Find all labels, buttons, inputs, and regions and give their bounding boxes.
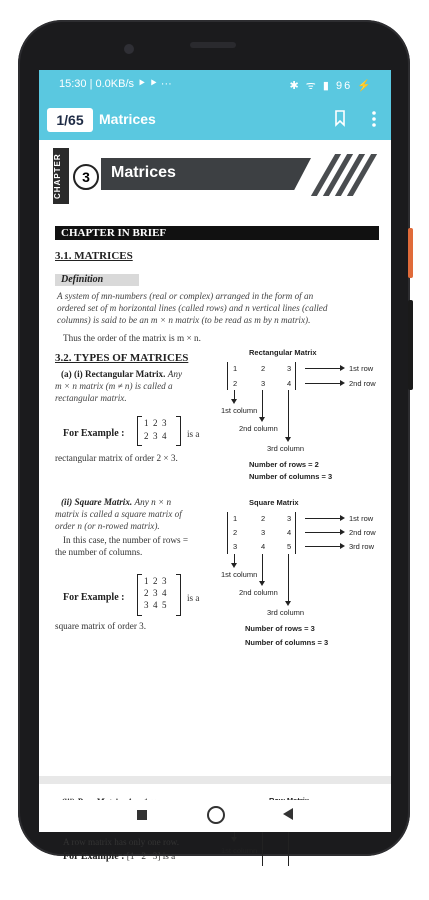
cell: 4 (287, 528, 292, 537)
column-arrow (288, 390, 289, 440)
cell: 4 (261, 542, 266, 551)
bookmark-icon[interactable] (335, 110, 345, 126)
cell: 3 (261, 528, 266, 537)
column-label: 2nd column (239, 588, 278, 597)
column-label: 3rd column (267, 444, 305, 453)
rect-line: rectangular matrix. (55, 393, 127, 403)
square-diagram-title: Square Matrix (249, 498, 299, 507)
rect-heading-label: (a) (i) Rectangular Matrix. (61, 369, 166, 379)
matrix-row: 2 3 4 (144, 588, 167, 598)
column-arrow (262, 390, 263, 420)
status-bar (39, 70, 391, 100)
row-arrow (305, 383, 343, 384)
front-camera (124, 44, 134, 54)
rows-count: Number of rows = 2 (249, 460, 319, 469)
volume-button (408, 300, 413, 390)
definition-line: columns) is said to be an m × n matrix (to be read as m by n matrix). (57, 315, 311, 325)
square-after: square matrix of order 3. (55, 621, 147, 631)
diagram-bracket (227, 362, 228, 390)
row-arrow (305, 532, 343, 533)
status-time: 15:30 | 0.0KB/s ⯈ ⯈ ··· (59, 78, 172, 90)
column-arrow (288, 554, 289, 604)
row-example-tail: [1 2 3] is a (126, 851, 176, 861)
cell: 1 (233, 514, 238, 523)
row-label: 1st row (349, 364, 374, 373)
chapter-banner (53, 148, 381, 204)
column-label: 1st column (221, 846, 258, 855)
square-line: order n (or n-rowed matrix). (55, 521, 160, 531)
column-arrow (234, 554, 235, 566)
page-indicator[interactable]: 1/65 (47, 108, 93, 132)
app-bar (39, 100, 391, 140)
rect-line: m × n matrix (m ≠ n) is called a (55, 381, 173, 391)
square-p2-line: the number of columns. (55, 547, 143, 557)
square-example-matrix (137, 574, 181, 616)
rect-example-label: For Example : (63, 428, 125, 439)
more-options-icon[interactable] (369, 109, 379, 129)
power-button (408, 228, 413, 278)
column-label: 1st column (221, 570, 258, 579)
column-arrow (234, 390, 235, 402)
screen (39, 70, 391, 862)
square-example-label: For Example : (63, 592, 125, 603)
heading-types: 3.2. TYPES OF MATRICES (55, 352, 189, 364)
square-heading-any: Any n × n (134, 497, 172, 507)
row-label: 2nd row (349, 528, 376, 537)
definition-line: A system of mn-numbers (real or complex) arranged in the form of an (57, 291, 314, 301)
home-icon[interactable] (207, 806, 225, 824)
section-heading: CHAPTER IN BRIEF (55, 226, 379, 240)
diagram-bracket (295, 362, 296, 390)
cell: 2 (233, 379, 238, 388)
square-is-a: is a (187, 593, 200, 603)
order-text: Thus the order of the matrix is m × n. (63, 333, 201, 343)
recents-icon[interactable] (137, 810, 147, 820)
page-separator (39, 776, 391, 784)
row-label: 3rd row (349, 542, 375, 551)
navigation-bar (39, 800, 391, 832)
columns-count: Number of columns = 3 (245, 638, 329, 647)
matrix-row: 3 4 5 (144, 600, 167, 610)
chapter-number: 3 (73, 164, 99, 190)
row-arrow (305, 518, 343, 519)
cell: 2 (233, 528, 238, 537)
square-p2-line: In this case, the number of rows = (63, 535, 189, 545)
cell: 2 (261, 514, 266, 523)
chapter-title: Matrices (111, 164, 176, 181)
rect-example-matrix (137, 416, 181, 446)
column-label: 3rd column (267, 608, 305, 617)
row-example (63, 850, 175, 863)
cell: 3 (261, 379, 266, 388)
matrix-row: 1 2 3 (144, 576, 167, 586)
matrix-row: 1 2 3 (144, 418, 167, 428)
cell: 5 (287, 542, 292, 551)
cell: 2 (261, 364, 266, 373)
rect-heading (61, 368, 182, 380)
back-icon[interactable] (283, 808, 293, 820)
columns-count: Number of columns = 3 (249, 472, 333, 481)
row-arrow (305, 546, 343, 547)
definition-line: ordered set of m horizontal lines (called rows) and n vertical lines (called (57, 303, 328, 313)
cell: 4 (287, 379, 292, 388)
definition-text (57, 290, 379, 326)
definition-label: Definition (55, 274, 139, 286)
app-title: Matrices (99, 111, 156, 127)
earpiece-speaker (190, 42, 236, 48)
status-icons: ✱ ᯤ ▮ 96 ⚡ (289, 80, 373, 92)
square-heading (61, 496, 171, 508)
column-label: 1st column (221, 406, 258, 415)
row-arrow (305, 368, 343, 369)
row-label: 2nd row (349, 379, 376, 388)
rect-is-a: is a (187, 429, 200, 439)
document-page (39, 140, 391, 862)
matrix-row: 2 3 4 (144, 431, 167, 441)
rect-diagram (219, 348, 389, 488)
rect-heading-any: Any (167, 369, 183, 379)
diagram-bracket (295, 512, 296, 554)
column-arrow (262, 554, 263, 584)
cell: 3 (287, 514, 292, 523)
column-line (288, 826, 289, 866)
cell: 1 (233, 364, 238, 373)
rows-count: Number of rows = 3 (245, 624, 315, 633)
rect-after: rectangular matrix of order 2 × 3. (55, 453, 178, 463)
column-label: 2nd column (239, 424, 278, 433)
row-example-label: For Example : (63, 851, 125, 862)
square-diagram (219, 498, 389, 668)
rect-diagram-title: Rectangular Matrix (249, 348, 317, 357)
cell: 3 (233, 542, 238, 551)
column-line (262, 826, 263, 866)
heading-matrices: 3.1. MATRICES (55, 250, 133, 262)
chapter-side-label: CHAPTER (53, 148, 69, 204)
diagram-bracket (227, 512, 228, 554)
row-label: 1st row (349, 514, 374, 523)
cell: 3 (287, 364, 292, 373)
row-p2: A row matrix has only one row. (63, 837, 180, 847)
square-line: matrix is called a square matrix of (55, 509, 182, 519)
square-heading-label: (ii) Square Matrix. (61, 497, 133, 507)
